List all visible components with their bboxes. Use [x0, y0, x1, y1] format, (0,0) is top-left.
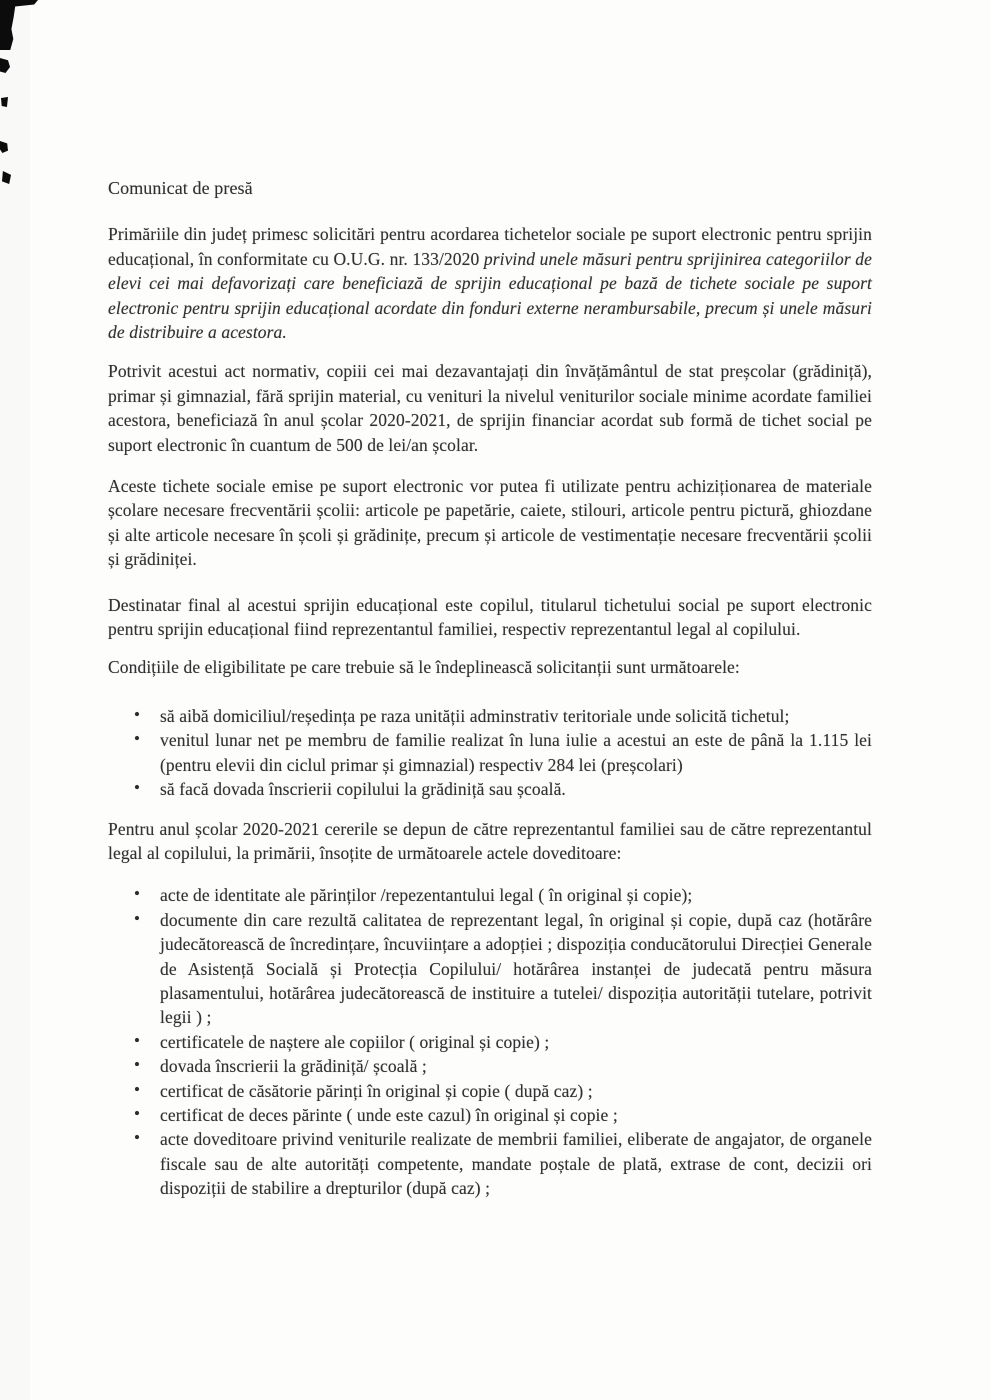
scan-artifact-speck — [0, 141, 8, 153]
paragraph-intro-ordinance-title: privind unele măsuri pentru sprijinirea categoriilor de elevi cei mai defavorizați care beneficiază de sprijin educațional pe bază de tichete sociale pe suport electronic pentru sprijin educațional acordate din fonduri externe nerambursabile, precum și unele măsuri de distribuire a acestora. — [108, 248, 872, 343]
required-documents-list — [108, 883, 872, 1200]
paragraph-application-intro: Pentru anul școlar 2020-2021 cererile se depun de către reprezentantul familiei sau de către reprezentantul legal al copilului, la primării, însoțite de următoarele actele doveditoare: — [108, 818, 872, 863]
paragraph-ticket-usage: Aceste tichete sociale emise pe suport electronic vor putea fi utilizate pentru achiziționarea de materiale școlare necesare frecventării școlii: articole pe papetărie, caiete, stilouri, articole pentru pictură, ghiozdane și alte articole necesare în școli și grădinițe, precum și articole de vestimentație necesare frecventării școlii și grădiniței. — [108, 476, 872, 570]
list-item: • certificat de căsătorie părinți în original și copie ( după caz) ; — [160, 1079, 872, 1103]
paragraph-final-beneficiary: Destinatar final al acestui sprijin educațional este copilul, titularul tichetului social pe suport electronic pentru sprijin educațional fiind reprezentantul familiei, respectiv reprezentantul legal al copilului. — [108, 594, 872, 640]
list-item: • venitul lunar net pe membru de familie realizat în luna iulie a acestui an este de până la 1.115 lei (pentru elevii din ciclul primar și gimnazial) respectiv 284 lei (preșcolari) — [160, 728, 872, 777]
list-item: • documente din care rezultă calitatea de reprezentant legal, în original și copie, după caz (hotărâre judecătorească de încredințare, încuviințare a adopției ; dispoziția conducătorului Direcției Generale de Asistență Socială și Protecția Copilului/ hotărârea instanței de judecată pentru măsura plasamentului, hotărârea judecătorească de instituire a tutelei/ dispoziția autorității tutelare, potrivit legii ) ; — [160, 908, 872, 1030]
list-item: • certificat de deces părinte ( unde este cazul) în original și copie ; — [160, 1103, 872, 1127]
list-item: • acte de identitate ale părinților /repezentantului legal ( în original și copie); — [160, 883, 872, 907]
paragraph-normative-act: Potrivit acestui act normativ, copiii cei mai dezavantajați din învățământul de stat preșcolar (grădiniță), primar și gimnazial, fără sprijin material, cu venituri la nivelul veniturilor sociale minime acordate familiei acestora, beneficiază în anul școlar 2020-2021, de sprijin financiar acordat sub formă de tichet social pe suport electronic în cuantum de 500 de lei/an școlar. — [108, 361, 872, 455]
list-item: • să facă dovada înscrierii copilului la grădiniță sau școală. — [160, 777, 872, 801]
list-item: • acte doveditoare privind veniturile realizate de membrii familiei, eliberate de angajator, de organele fiscale sau de alte autorități competente, mandate poștale de plată, extrase de cont, decizii ori dispoziții de stabilire a drepturilor (după caz) ; — [160, 1127, 872, 1200]
scan-artifact-speck — [0, 58, 10, 73]
paragraph-eligibility-intro: Condițiile de eligibilitate pe care trebuie să le îndeplinească solicitanții sunt următoarele: — [108, 656, 740, 677]
scan-artifact-speck — [2, 171, 11, 184]
eligibility-conditions-list — [108, 704, 872, 802]
scan-artifact-speck — [1, 97, 8, 107]
list-item: • dovada înscrierii la grădiniță/ școală ; — [160, 1054, 872, 1078]
paragraph-intro-normal-text: Primăriile din județ primesc solicitări pentru acordarea tichetelor sociale pe suport electronic pentru sprijin educațional, în conformitate cu O.U.G. nr. 133/2020 — [108, 224, 872, 269]
scan-artifact-corner-blot — [0, 0, 38, 50]
list-item: • certificatele de naștere ale copiilor ( original și copie) ; — [160, 1030, 872, 1054]
list-item: • să aibă domiciliul/reședința pe raza unității adminstrativ teritoriale unde solicită tichetul; — [160, 704, 872, 728]
paragraph-intro — [108, 222, 872, 344]
document-title: Comunicat de presă — [108, 178, 253, 198]
document-body — [108, 176, 872, 1201]
